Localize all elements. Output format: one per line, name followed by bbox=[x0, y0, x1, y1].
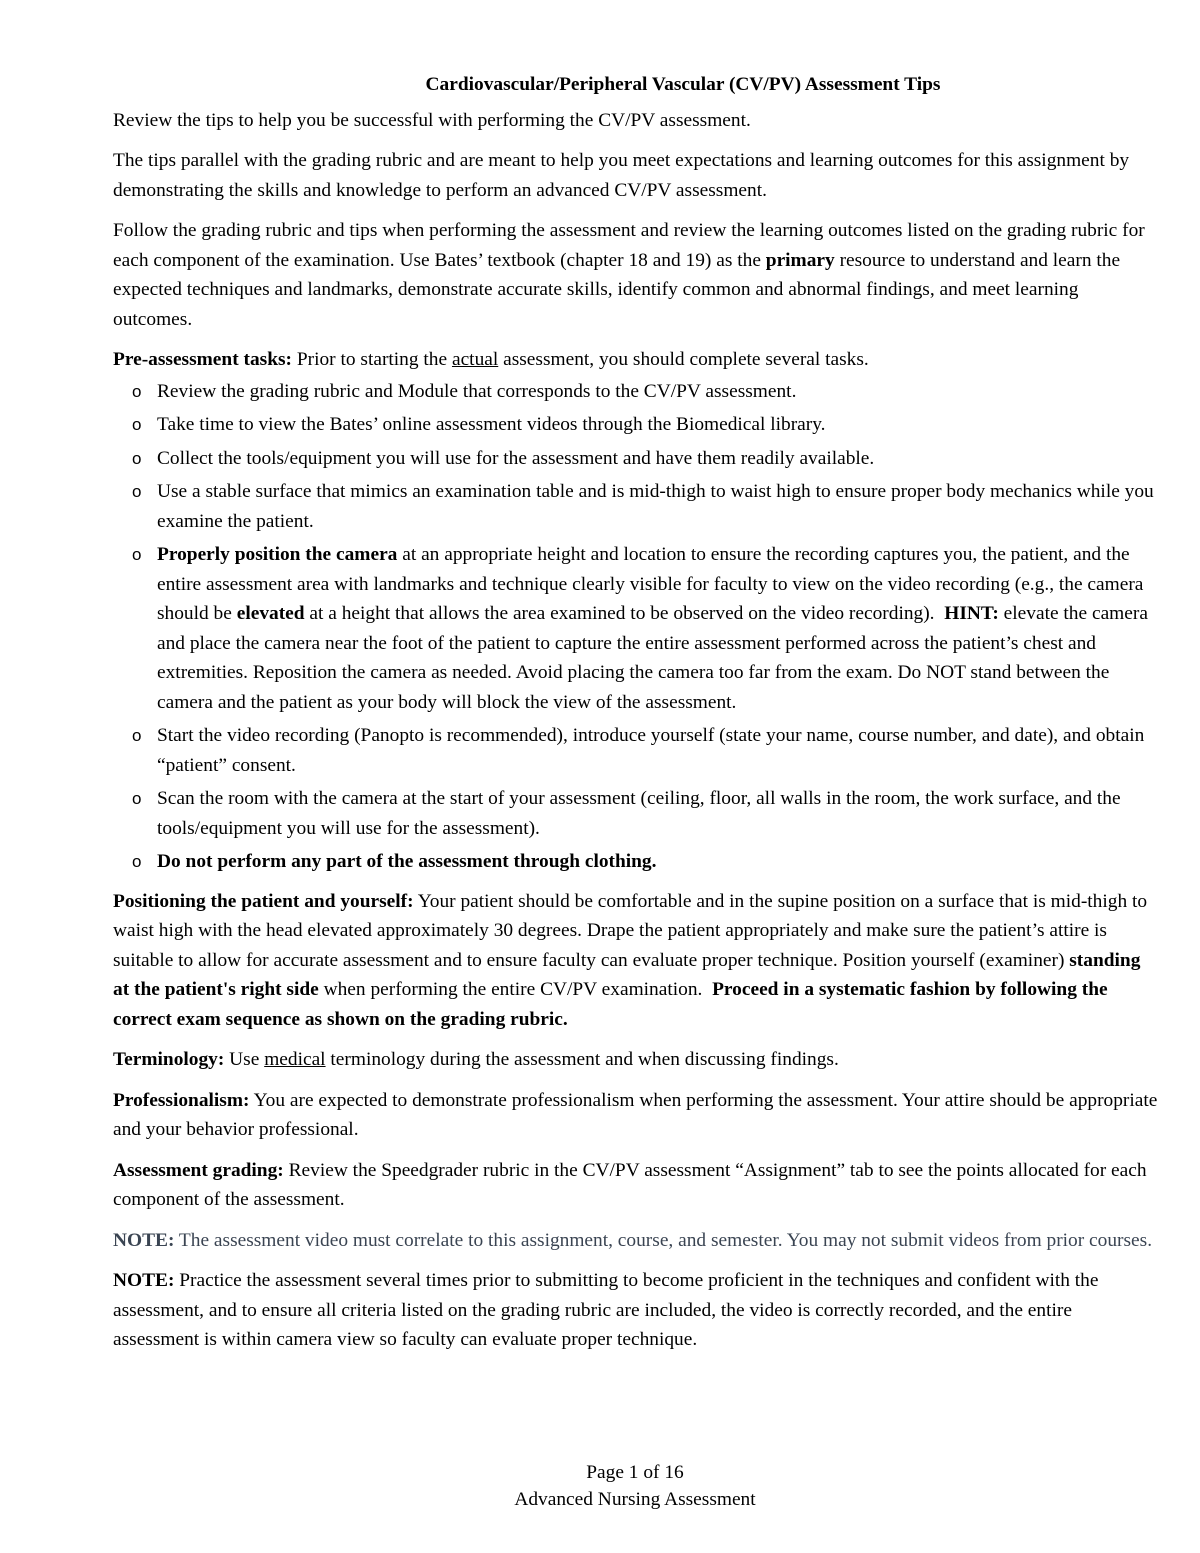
list-item bbox=[113, 721, 1158, 780]
pre-assessment-heading bbox=[113, 345, 1158, 375]
camera-hint-label: HINT: bbox=[944, 603, 999, 624]
list-item bbox=[113, 410, 1158, 440]
pre-assessment-underlined: actual bbox=[451, 349, 499, 370]
list-item-text: Start the video recording (Panopto is recommended), introduce yourself (state your name, course number, and date), and obtain “patient” consent. bbox=[157, 725, 1145, 776]
bullet-marker: o bbox=[132, 789, 142, 808]
note-1-text: The assessment video must correlate to this assignment, course, and semester. You may not submit videos from prior courses. bbox=[174, 1229, 1153, 1251]
terminology-label: Terminology: bbox=[113, 1049, 225, 1070]
terminology-text-a: Use bbox=[224, 1049, 265, 1070]
note-2-label: NOTE: bbox=[113, 1270, 175, 1291]
grading-label: Assessment grading: bbox=[113, 1159, 284, 1181]
list-item-text: Collect the tools/equipment you will use for the assessment and have them readily available. bbox=[157, 447, 875, 469]
positioning-label: Positioning the patient and yourself: bbox=[113, 890, 414, 912]
page-title: Cardiovascular/Peripheral Vascular (CV/PV) Assessment Tips bbox=[425, 74, 941, 95]
bullet-marker: o bbox=[132, 482, 142, 501]
positioning-text-1: Your patient should be comfortable and in the supine position on a surface that is mid-thigh to waist high with the head elevated approximately 30 degrees. Drape the patient appropriately and make sure the patient’s attire is suitable to allow for accurate assessment and to ensure faculty can evaluate proper technique. Position yourself (examiner) bbox=[113, 890, 1148, 971]
positioning-bold-1: standing at the patient's right side bbox=[113, 949, 1141, 1000]
list-item-camera bbox=[113, 540, 1158, 717]
list-item bbox=[113, 784, 1158, 843]
intro-paragraph-3 bbox=[113, 216, 1158, 334]
camera-bold-1: Properly position the camera bbox=[157, 544, 398, 565]
bullet-marker: o bbox=[132, 545, 142, 564]
camera-text-3: elevate the camera and place the camera near the foot of the patient to capture the entire assessment performed across the patient’s chest and extremities. Reposition the camera as needed. Avoid placing the camera too far from the exam. Do NOT stand between the camera and the patient as your body will block the view of the assessment. bbox=[157, 603, 1148, 713]
terminology-text-b: terminology during the assessment and when discussing findings. bbox=[325, 1049, 839, 1070]
terminology-underlined: medical bbox=[264, 1049, 326, 1070]
document-page bbox=[113, 70, 1158, 1366]
intro-2-text: The tips parallel with the grading rubric and are meant to help you meet expectations and learning outcomes for this assignment by demonstrating the skills and knowledge to perform an advanced CV/PV assessment. bbox=[113, 150, 1130, 201]
grading-paragraph bbox=[113, 1156, 1158, 1215]
list-item-text: Take time to view the Bates’ online assessment videos through the Biomedical library. bbox=[157, 414, 826, 435]
note-paragraph-1 bbox=[113, 1226, 1158, 1256]
bullet-marker: o bbox=[132, 448, 142, 468]
professionalism-paragraph bbox=[113, 1086, 1158, 1145]
bullet-marker: o bbox=[132, 381, 142, 401]
bullet-marker: o bbox=[132, 726, 142, 745]
list-item bbox=[113, 444, 1158, 474]
list-item bbox=[113, 377, 1158, 407]
positioning-bold-2: Proceed in a systematic fashion by following the correct exam sequence as shown on the grading rubric. bbox=[113, 979, 1108, 1030]
page-number: Page 1 of 16 bbox=[586, 1462, 684, 1483]
camera-text-2: at a height that allows the area examined to be observed on the video recording). bbox=[304, 603, 945, 624]
intro-paragraph-2 bbox=[113, 146, 1158, 205]
course-name: Advanced Nursing Assessment bbox=[514, 1489, 756, 1510]
list-item-text: Scan the room with the camera at the start of your assessment (ceiling, floor, all walls in the room, the work surface, and the tools/equipment you will use for the assessment). bbox=[157, 788, 1121, 839]
intro-3-text-b: resource to understand and learn the expected techniques and landmarks, demonstrate accurate skills, identify common and abnormal findings, and meet learning outcomes. bbox=[113, 249, 1121, 330]
intro-3-text-a: Follow the grading rubric and tips when performing the assessment and review the learning outcomes listed on the grading rubric for each component of the examination. Use Bates’ textbook (chapter 18 and 19) as the bbox=[113, 220, 1145, 271]
professionalism-text: You are expected to demonstrate professionalism when performing the assessment. Your attire should be appropriate and your behavior professional. bbox=[113, 1089, 1158, 1140]
positioning-paragraph bbox=[113, 887, 1158, 1035]
note-2-text: Practice the assessment several times prior to submitting to become proficient in the techniques and confident with the assessment, and to ensure all criteria listed on the grading rubric are included, the video is correctly recorded, and the entire assessment is within camera view so faculty can evaluate proper technique. bbox=[113, 1270, 1099, 1350]
list-item-text: Review the grading rubric and Module that corresponds to the CV/PV assessment. bbox=[157, 380, 797, 402]
list-item-clothing bbox=[113, 847, 1158, 877]
pre-assessment-text-b: assessment, you should complete several tasks. bbox=[498, 349, 869, 370]
intro-paragraph-1 bbox=[113, 106, 1158, 136]
grading-text: Review the Speedgrader rubric in the CV/PV assessment “Assignment” tab to see the points allocated for each component of the assessment. bbox=[113, 1159, 1147, 1210]
bullet-marker: o bbox=[132, 852, 142, 871]
note-paragraph-2 bbox=[113, 1266, 1158, 1355]
camera-text-1: at an appropriate height and location to ensure the recording captures you, the patient, and the entire assessment area with landmarks and technique clearly visible for faculty to view on the video recording (e.g., the camera should be bbox=[157, 544, 1144, 624]
pre-assessment-text-a: Prior to starting the bbox=[292, 349, 452, 370]
page-footer bbox=[0, 1459, 1200, 1513]
list-item-text: Use a stable surface that mimics an examination table and is mid-thigh to waist high to ensure proper body mechanics while you examine the patient. bbox=[157, 481, 1154, 532]
camera-bold-2: elevated bbox=[236, 603, 305, 624]
pre-assessment-label: Pre-assessment tasks: bbox=[113, 349, 292, 370]
positioning-text-2: when performing the entire CV/PV examination. bbox=[318, 979, 713, 1000]
intro-1-text: Review the tips to help you be successful with performing the CV/PV assessment. bbox=[113, 109, 751, 131]
bullet-marker: o bbox=[132, 415, 142, 434]
list-item bbox=[113, 477, 1158, 536]
note-1-label: NOTE: bbox=[113, 1229, 175, 1251]
pre-assessment-list bbox=[113, 377, 1158, 877]
professionalism-label: Professionalism: bbox=[113, 1089, 250, 1111]
clothing-warning: Do not perform any part of the assessment through clothing. bbox=[157, 851, 657, 872]
terminology-paragraph bbox=[113, 1045, 1158, 1075]
intro-3-bold: primary bbox=[765, 249, 835, 271]
